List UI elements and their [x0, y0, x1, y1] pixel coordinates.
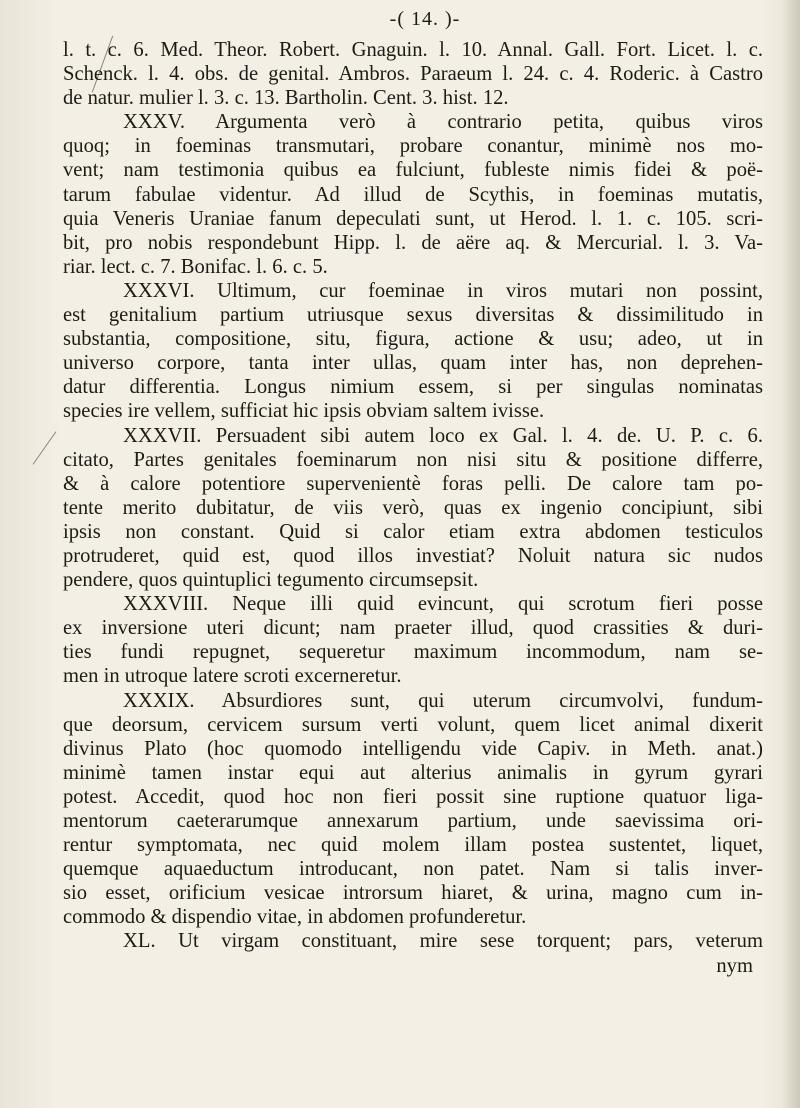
text-line: quia Veneris Uraniae fanum depeculati sunt, ut Herod. l. 1. c. 105. scri-	[63, 207, 763, 230]
text-line: riar. lect. c. 7. Bonifac. l. 6. c. 5.	[63, 255, 328, 278]
text-line: tarum fabulae videntur. Ad illud de Scythis, in foeminas mutatis,	[63, 183, 763, 206]
text-line: tente merito dubitatur, de viis verò, quas ex ingenio concipiunt, sibi	[63, 496, 763, 519]
text-line: vent; nam testimonia quibus ea fulciunt, fubleste nimis fidei & poë-	[63, 159, 763, 182]
text-line: men in utroque latere scroti excerneretur.	[63, 665, 402, 688]
text-line: ipsis non constant. Quid si calor etiam extra abdomen testiculos	[63, 520, 763, 543]
text-line: minimè tamen instar equi aut alterius animalis in gyrum gyrari	[63, 761, 763, 784]
catchword: nym	[716, 954, 753, 977]
text-line: & à calore potentiore supervenientè foras pelli. De calore tam po-	[63, 472, 763, 495]
text-line: commodo & dispendio vitae, in abdomen profunderetur.	[63, 906, 527, 929]
text-line: XXXV. Argumenta verò à contrario petita, quibus viros	[123, 111, 763, 134]
text-line: XXXVI. Ultimum, cur foeminae in viros mutari non possint,	[123, 279, 763, 302]
text-line: rentur symptomata, nec quid molem illam postea sustentet, liquet,	[63, 834, 763, 857]
text-line: Schenck. l. 4. obs. de genital. Ambros. Paraeum l. 24. c. 4. Roderic. à Castro	[63, 63, 763, 86]
text-line: sio esset, orificium vesicae introrsum hiaret, & urina, magno cum in-	[63, 882, 763, 905]
text-line: est genitalium partium utriusque sexus diversitas & dissimilitudo in	[63, 304, 763, 327]
text-line: mentorum caeterarumque annexarum partium, unde saevissima ori-	[63, 810, 763, 832]
text-line: citato, Partes genitales foeminarum non nisi situ & positione differre,	[63, 448, 763, 471]
text-line: l. t. c. 6. Med. Theor. Robert. Gnaguin. l. 10. Annal. Gall. Fort. Licet. l. c.	[63, 39, 763, 61]
text-line: quemque aquaeductum introducant, non patet. Nam si talis inver-	[63, 858, 763, 881]
text-line: que deorsum, cervicem sursum verti volunt, quem licet animal dixerit	[63, 713, 763, 736]
text-line: ties fundi repugnet, sequeretur maximum incommodum, nam se-	[63, 641, 763, 664]
text-line: quoq; in foeminas transmutari, probare conantur, minimè nos mo-	[63, 135, 763, 158]
text-line: protruderet, quid est, quod illos investiat? Noluit natura sic nudos	[63, 544, 763, 567]
body-text	[63, 38, 763, 978]
text-line: XXXVII. Persuadent sibi autem loco ex Gal. l. 4. de. U. P. c. 6.	[123, 424, 763, 447]
text-line: universo corpore, tanta inter ullas, quam inter has, non deprehen-	[63, 352, 763, 375]
text-line: bit, pro nobis respondebunt Hipp. l. de aëre aq. & Mercurial. l. 3. Va-	[63, 231, 763, 254]
page-number: -( 14. )-	[389, 8, 461, 30]
text-line: species ire vellem, sufficiat hic ipsis obviam saltem ivisse.	[63, 400, 545, 423]
text-line: de natur. mulier l. 3. c. 13. Bartholin. Cent. 3. hist. 12.	[63, 87, 509, 110]
text-line: divinus Plato (hoc quomodo intelligendu vide Capiv. in Meth. anat.)	[63, 737, 763, 760]
page-edge-shadow	[782, 0, 800, 1108]
text-line: XL. Ut virgam constituant, mire sese torquent; pars, veterum	[123, 930, 763, 953]
ink-scratch	[33, 431, 57, 464]
text-line: substantia, compositione, situ, figura, actione & usu; adeo, ut in	[63, 328, 763, 351]
text-line: ex inversione uteri dicunt; nam praeter illud, quod crassities & duri-	[63, 617, 763, 640]
text-line: datur differentia. Longus nimium essem, si per singulas nominatas	[63, 376, 763, 399]
text-line: pendere, quos quintuplici tegumento circumsepsit.	[63, 569, 479, 592]
text-line: XXXIX. Absurdiores sunt, qui uterum circumvolvi, fundum-	[123, 689, 763, 712]
text-line: XXXVIII. Neque illi quid evincunt, qui scrotum fieri posse	[123, 593, 763, 616]
text-line: potest. Accedit, quod hoc non fieri possit sine ruptione quatuor liga-	[63, 785, 763, 808]
